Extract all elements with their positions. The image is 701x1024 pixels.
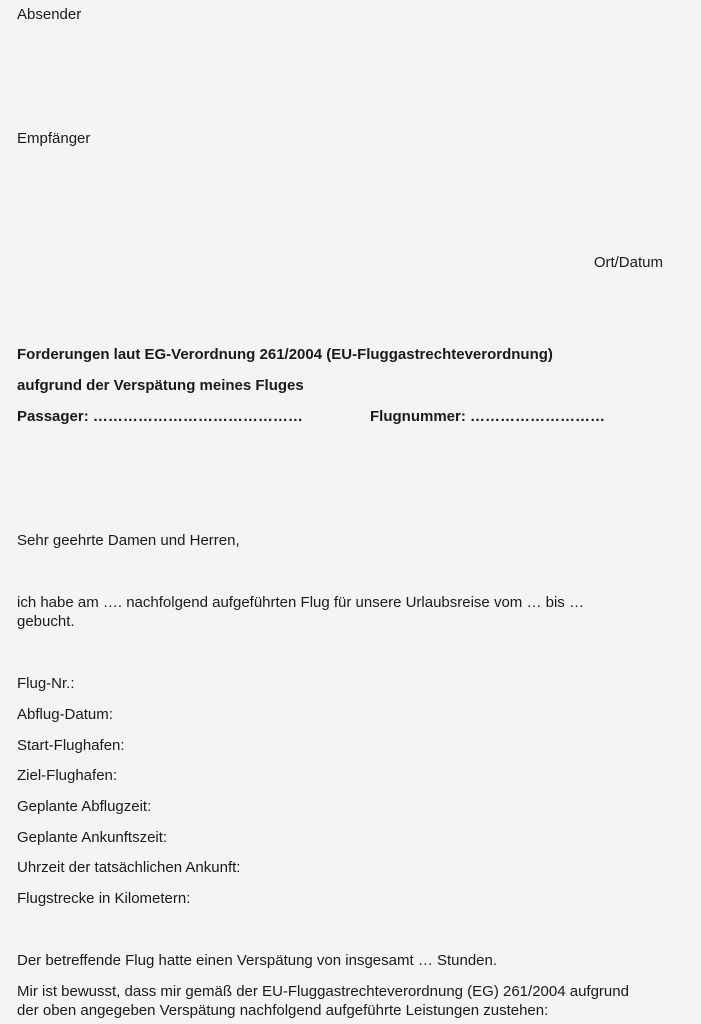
subject-line-1: Forderungen laut EG-Verordnung 261/2004 (EU-Fluggastrechteverordnung) [17,346,553,363]
awareness-line-1: Mir ist bewusst, dass mir gemäß der EU-Fluggastrechteverordnung (EG) 261/2004 aufgrund [17,983,629,1000]
detail-planned-departure: Geplante Abflugzeit: [17,798,152,815]
detail-start-airport: Start-Flughafen: [17,737,125,754]
passenger-field: Passager: …………………………………… [17,408,303,425]
place-date-label: Ort/Datum [593,254,663,271]
detail-actual-arrival: Uhrzeit der tatsächlichen Ankunft: [17,859,241,876]
recipient-label: Empfänger [17,130,91,147]
intro-line-2: gebucht. [17,613,75,630]
subject-line-2: aufgrund der Verspätung meines Fluges [17,377,304,394]
awareness-line-2: der oben angegeben Verspätung nachfolgend aufgeführte Leistungen zustehen: [17,1002,549,1019]
flight-number-field: Flugnummer: ……………………… [370,408,605,425]
detail-departure-date: Abflug-Datum: [17,706,113,723]
salutation: Sehr geehrte Damen und Herren, [17,532,240,549]
intro-line-1: ich habe am …. nachfolgend aufgeführten Flug für unsere Urlaubsreise vom … bis … [17,594,584,611]
detail-destination-airport: Ziel-Flughafen: [17,767,118,784]
sender-label: Absender [17,6,82,23]
detail-flight-distance: Flugstrecke in Kilometern: [17,890,191,907]
detail-planned-arrival: Geplante Ankunftszeit: [17,829,168,846]
delay-sentence: Der betreffende Flug hatte einen Verspätung von insgesamt … Stunden. [17,952,498,969]
detail-flight-number: Flug-Nr.: [17,675,75,692]
